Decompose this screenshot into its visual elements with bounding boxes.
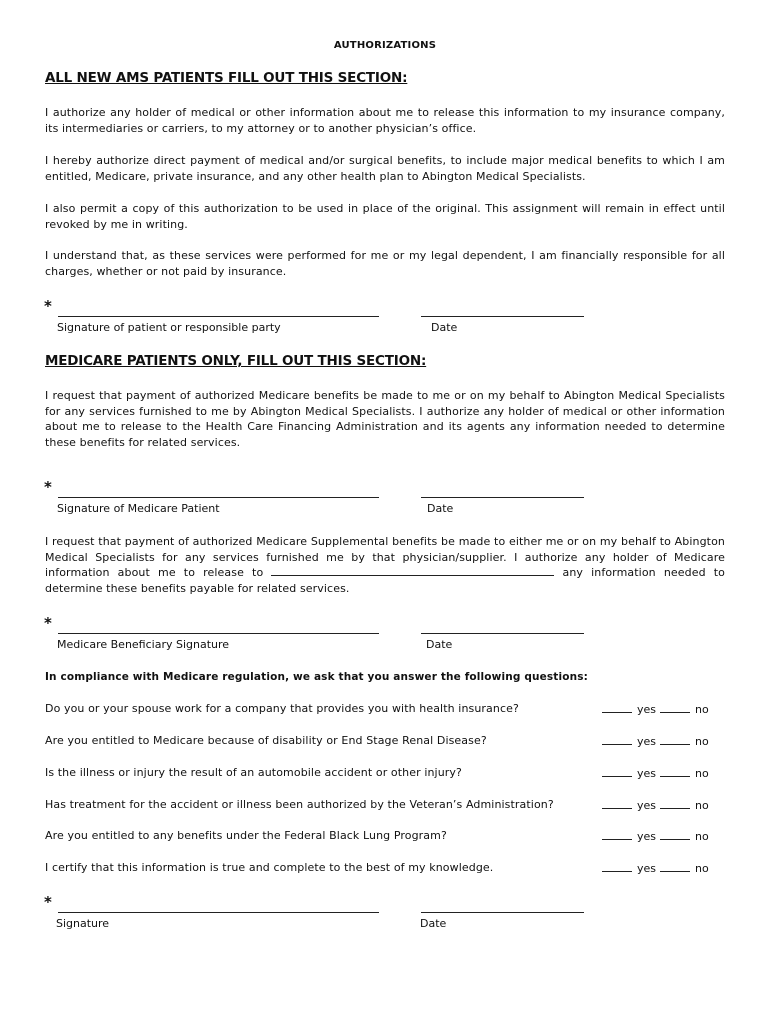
- question-6-no-blank[interactable]: [660, 861, 690, 872]
- section-heading-medicare: MEDICARE PATIENTS ONLY, FILL OUT THIS SECTION:: [45, 353, 427, 369]
- question-6-answer: yes no: [602, 861, 713, 875]
- question-1-no-blank[interactable]: [660, 702, 690, 713]
- release-to-field[interactable]: [271, 565, 554, 576]
- paragraph-copy-permission: I also permit a copy of this authorization to be used in place of the original. This assignment will remain in effect until revoked by me in writing.: [45, 202, 725, 231]
- final-date-label: Date: [420, 917, 447, 930]
- supplemental-text-part2: any information needed to determine these benefits payable for related services.: [45, 566, 725, 595]
- question-2-answer: yes no: [602, 734, 713, 748]
- paragraph-supplemental: [45, 534, 725, 596]
- beneficiary-date-line[interactable]: [421, 633, 584, 634]
- question-5: Are you entitled to any benefits under the Federal Black Lung Program?: [45, 829, 447, 842]
- patient-date-line[interactable]: [421, 316, 584, 317]
- beneficiary-signature-line[interactable]: [58, 633, 379, 634]
- paragraph-release-info: I authorize any holder of medical or other information about me to release this information to my insurance company, its intermediaries or carriers, to my attorney or to another physician’s office.: [45, 106, 725, 135]
- question-4: Has treatment for the accident or illness been authorized by the Veteran’s Administration?: [45, 798, 554, 811]
- question-2-yes-blank[interactable]: [602, 734, 632, 745]
- final-signature-label: Signature: [56, 917, 110, 930]
- section-heading-new-patients: ALL NEW AMS PATIENTS FILL OUT THIS SECTION:: [45, 70, 408, 86]
- question-1-answer: yes no: [602, 702, 713, 716]
- compliance-heading: In compliance with Medicare regulation, we ask that you answer the following questions:: [45, 671, 588, 683]
- final-date-line[interactable]: [421, 912, 584, 913]
- final-signature-line[interactable]: [58, 912, 379, 913]
- page-title: AUTHORIZATIONS: [333, 40, 437, 51]
- question-3: Is the illness or injury the result of an automobile accident or other injury?: [45, 766, 462, 779]
- required-asterisk: *: [44, 478, 52, 496]
- question-6-certification: I certify that this information is true and complete to the best of my knowledge.: [45, 861, 494, 874]
- medicare-signature-line[interactable]: [58, 497, 379, 498]
- question-3-yes-blank[interactable]: [602, 766, 632, 777]
- required-asterisk: *: [44, 297, 52, 315]
- question-3-answer: yes no: [602, 766, 713, 780]
- patient-signature-label: Signature of patient or responsible party: [57, 321, 281, 334]
- question-6-yes-blank[interactable]: [602, 861, 632, 872]
- medicare-date-label: Date: [427, 502, 454, 515]
- paragraph-financial-responsibility: I understand that, as these services were performed for me or my legal dependent, I am financially responsible for all charges, whether or not paid by insurance.: [45, 249, 725, 278]
- question-4-answer: yes no: [602, 798, 713, 812]
- beneficiary-date-label: Date: [426, 638, 453, 651]
- supplemental-text-part1: I request that payment of authorized Medicare Supplemental benefits be made to either me or on my behalf to Abington Medical Specialists for any services furnished me by that physician/supplier. I authorize any holder of Medicare information about me to release to: [45, 535, 725, 580]
- required-asterisk: *: [44, 614, 52, 632]
- question-5-yes-blank[interactable]: [602, 829, 632, 840]
- patient-signature-line[interactable]: [58, 316, 379, 317]
- beneficiary-signature-label: Medicare Beneficiary Signature: [57, 638, 230, 651]
- paragraph-direct-payment: I hereby authorize direct payment of medical and/or surgical benefits, to include major medical benefits to which I am entitled, Medicare, private insurance, and any other health plan to Abington Medical Specialists.: [45, 154, 725, 183]
- question-4-no-blank[interactable]: [660, 798, 690, 809]
- medicare-signature-label: Signature of Medicare Patient: [57, 502, 220, 515]
- question-2: Are you entitled to Medicare because of disability or End Stage Renal Disease?: [45, 734, 487, 747]
- question-1-yes-blank[interactable]: [602, 702, 632, 713]
- question-3-no-blank[interactable]: [660, 766, 690, 777]
- question-5-no-blank[interactable]: [660, 829, 690, 840]
- question-4-yes-blank[interactable]: [602, 798, 632, 809]
- question-5-answer: yes no: [602, 829, 713, 843]
- paragraph-medicare-payment: I request that payment of authorized Medicare benefits be made to me or on my behalf to Abington Medical Specialists for any services furnished to me by Abington Medical Specialists. I authorize any holder of medical or other information about me to release to the Health Care Financing Administration and its agents any information needed to determine these benefits for related services.: [45, 389, 725, 449]
- question-2-no-blank[interactable]: [660, 734, 690, 745]
- required-asterisk: *: [44, 893, 52, 911]
- question-1: Do you or your spouse work for a company that provides you with health insurance?: [45, 702, 519, 715]
- medicare-date-line[interactable]: [421, 497, 584, 498]
- patient-date-label: Date: [431, 321, 458, 334]
